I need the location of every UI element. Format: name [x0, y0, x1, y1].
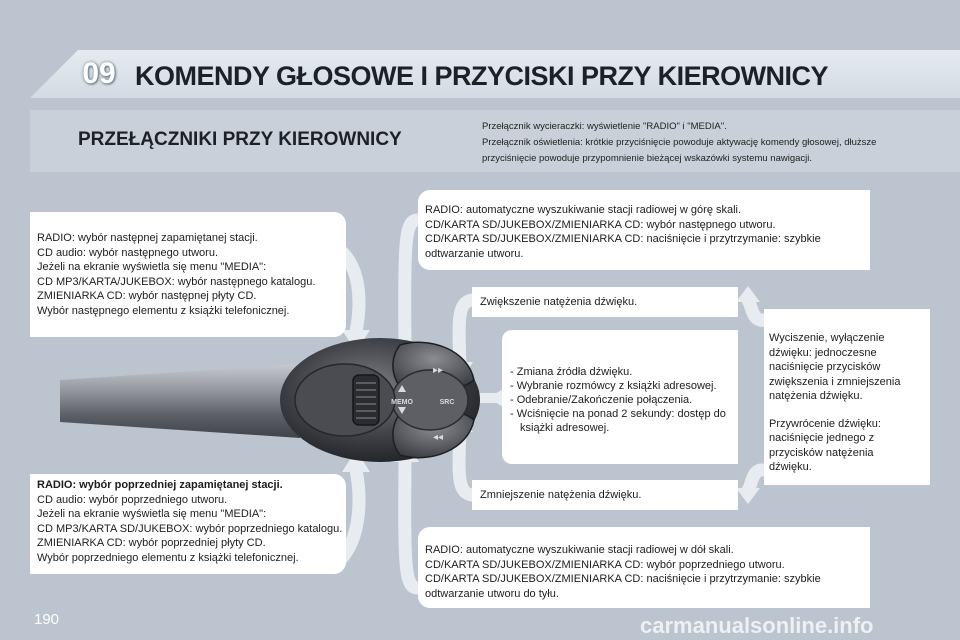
- callout-line: CD/KARTA SD/JUKEBOX/ZMIENIARKA CD: naciśnięcie i przytrzymanie: szybkie: [425, 233, 821, 245]
- callout-line: CD audio: wybór następnego utworu.: [37, 246, 218, 259]
- callout-source-button: [502, 330, 738, 464]
- callout-line: - Wybranie rozmówcy z książki adresowej.: [510, 380, 717, 392]
- callout-line: CD MP3/KARTA/JUKEBOX: wybór następnego katalogu.: [37, 275, 316, 288]
- callout-seek-down: [418, 527, 870, 608]
- callout-volume-down: [472, 480, 738, 510]
- arrowhead-mute-down: [736, 488, 760, 504]
- chapter-number: 09: [82, 57, 116, 90]
- callout-line: Jeżeli na ekranie wyświetla się menu "MEDIA":: [37, 261, 267, 273]
- callout-line: odtwarzanie utworu.: [425, 247, 524, 260]
- page-title: KOMENDY GŁOSOWE I PRZYCISKI PRZY KIEROWNICY: [135, 61, 829, 91]
- stalk-shaft: [60, 364, 300, 438]
- callout-line: CD MP3/KARTA SD/JUKEBOX: wybór poprzedniego katalogu.: [37, 522, 343, 535]
- callout-next-preset: [30, 212, 346, 337]
- callout-line: RADIO: wybór następnej zapamiętanej stacji.: [37, 232, 258, 244]
- section-note-line: Przełącznik oświetlenia: krótkie przyciśnięcie powoduje aktywację komendy głosowej, dłuższe: [482, 137, 877, 148]
- callout-previous-preset: [30, 474, 346, 574]
- callout-line: Jeżeli na ekranie wyświetla się menu "MEDIA":: [37, 508, 267, 520]
- arrow-top-right: [405, 220, 418, 350]
- callout-line: przycisków natężenia: [769, 446, 874, 459]
- memo-panel: [295, 364, 395, 436]
- callout-line: odtwarzanie utworu do tyłu.: [425, 587, 559, 600]
- src-label: SRC: [439, 399, 455, 406]
- callout-line: Wybór poprzedniego elementu z książki telefonicznej.: [37, 551, 299, 564]
- watermark: carmanualsonline.info: [640, 613, 874, 638]
- callout-line: CD/KARTA SD/JUKEBOX/ZMIENIARKA CD: wybór poprzedniego utworu.: [425, 558, 785, 571]
- arrowhead-mute-up: [736, 286, 760, 302]
- page-number: 190: [34, 611, 60, 628]
- arrow-mute-down: [748, 470, 764, 490]
- callout-line: Przywrócenie dźwięku:: [769, 417, 881, 430]
- section-title: PRZEŁĄCZNIKI PRZY KIEROWNICY: [78, 129, 402, 150]
- callout-line: RADIO: automatyczne wyszukiwanie stacji radiowej w górę skali.: [425, 204, 742, 216]
- callout-line: Wybór następnego elementu z książki telefonicznej.: [37, 304, 290, 317]
- arrow-vol-up: [459, 300, 472, 365]
- prev-icon: ◂◂: [432, 432, 444, 443]
- callout-line: naciśnięcie przycisków: [769, 361, 881, 373]
- arrow-bottom-right: [405, 462, 418, 588]
- callout-seek-up: [418, 190, 870, 270]
- callout-line: RADIO: automatyczne wyszukiwanie stacji radiowej w dół skali.: [425, 544, 734, 556]
- callout-line: ZMIENIARKA CD: wybór poprzedniej płyty CD.: [37, 537, 266, 549]
- callout-line: - Odebranie/Zakończenie połączenia.: [510, 394, 693, 406]
- arrow-mute-up: [748, 300, 764, 320]
- callout-line: zwiększenia i zmniejszenia: [769, 375, 901, 388]
- section-note-line: Przełącznik wycieraczki: wyświetlenie "RADIO" i "MEDIA".: [482, 121, 727, 132]
- callout-mute: [764, 309, 930, 485]
- callout-line: Zwiększenie natężenia dźwięku.: [480, 296, 638, 308]
- section-note-line: przyciśnięcie powoduje przypomnienie bieżącej wskazówki systemu nawigacji.: [482, 153, 813, 164]
- callout-line: ZMIENIARKA CD: wybór następnej płyty CD.: [37, 290, 257, 302]
- callout-line: - Wciśnięcie na ponad 2 sekundy: dostęp do: [510, 408, 726, 420]
- callout-volume-up: [472, 287, 738, 317]
- callout-line: CD/KARTA SD/JUKEBOX/ZMIENIARKA CD: wybór następnego utworu.: [425, 218, 776, 231]
- next-icon: ▸▸: [432, 365, 444, 376]
- callout-spacer: [769, 404, 930, 417]
- callout-line: dźwięku.: [769, 461, 812, 473]
- callout-line: Zmniejszenie natężenia dźwięku.: [480, 489, 642, 501]
- callout-line: książki adresowej.: [520, 422, 610, 434]
- memo-label: MEMO: [391, 399, 413, 406]
- callout-line: RADIO: wybór poprzedniej zapamiętanej stacji.: [37, 479, 283, 491]
- callout-line: natężenia dźwięku.: [769, 390, 863, 402]
- callout-line: CD audio: wybór poprzedniego utworu.: [37, 493, 228, 506]
- callout-line: dźwięku: jednoczesne: [769, 346, 877, 359]
- callout-line: Wyciszenie, wyłączenie: [769, 332, 885, 344]
- callout-line: CD/KARTA SD/JUKEBOX/ZMIENIARKA CD: naciśnięcie i przytrzymanie: szybkie: [425, 573, 821, 585]
- callout-line: - Zmiana źródła dźwięku.: [510, 366, 633, 378]
- callout-line: naciśnięcie jednego z: [769, 432, 875, 444]
